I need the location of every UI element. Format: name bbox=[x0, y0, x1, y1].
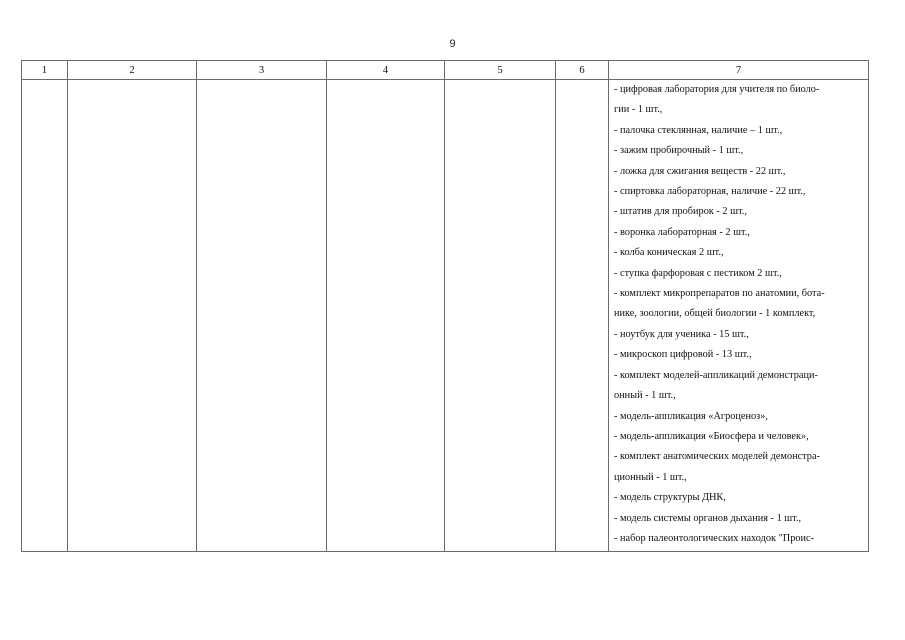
header-cell-2: 2 bbox=[68, 61, 197, 80]
header-cell-4: 4 bbox=[327, 61, 445, 80]
page-number: 9 bbox=[449, 38, 456, 50]
equipment-line: - ступка фарфоровая с пестиком 2 шт., bbox=[614, 267, 782, 279]
equipment-line: - воронка лабораторная - 2 шт., bbox=[614, 226, 750, 238]
equipment-line: - микроскоп цифровой - 13 шт., bbox=[614, 349, 752, 361]
equipment-line: - палочка стеклянная, наличие – 1 шт., bbox=[614, 124, 783, 136]
equipment-list bbox=[609, 80, 868, 549]
equipment-line: - ноутбук для ученика - 15 шт., bbox=[614, 328, 749, 340]
content-cell-2 bbox=[68, 80, 197, 552]
equipment-line: - комплект моделей-аппликаций демонстраци- bbox=[614, 369, 818, 381]
equipment-line: - ложка для сжигания веществ - 22 шт., bbox=[614, 165, 786, 177]
equipment-line: - набор палеонтологических находок "Проис- bbox=[614, 532, 815, 544]
equipment-line: - модель структуры ДНК, bbox=[614, 492, 726, 504]
content-cell-1 bbox=[22, 80, 68, 552]
header-cell-6: 6 bbox=[556, 61, 609, 80]
equipment-line: - комплект анатомических моделей демонстра- bbox=[614, 451, 820, 463]
content-row bbox=[22, 80, 869, 552]
equipment-table bbox=[21, 60, 869, 552]
equipment-line: гии - 1 шт., bbox=[614, 104, 663, 116]
equipment-line: ционный - 1 шт., bbox=[614, 471, 687, 483]
equipment-line: - модель-аппликация «Агроценоз», bbox=[614, 410, 768, 422]
content-cell-3 bbox=[197, 80, 327, 552]
equipment-line: - штатив для пробирок - 2 шт., bbox=[614, 206, 747, 218]
header-cell-5: 5 bbox=[445, 61, 556, 80]
header-row bbox=[22, 61, 869, 80]
header-cell-1: 1 bbox=[22, 61, 68, 80]
equipment-line: - спиртовка лабораторная, наличие - 22 шт., bbox=[614, 186, 806, 198]
header-cell-7: 7 bbox=[609, 61, 869, 80]
content-cell-7 bbox=[609, 80, 869, 552]
content-cell-4 bbox=[327, 80, 445, 552]
equipment-line: нике, зоологии, общей биологии - 1 комплект, bbox=[614, 308, 816, 320]
content-cell-5 bbox=[445, 80, 556, 552]
equipment-line: - цифровая лаборатория для учителя по биоло- bbox=[614, 84, 820, 95]
equipment-line: - колба коническая 2 шт., bbox=[614, 247, 724, 259]
equipment-line: - модель-аппликация «Биосфера и человек», bbox=[614, 430, 809, 442]
equipment-line: - комплект микропрепаратов по анатомии, бота- bbox=[614, 288, 825, 300]
header-cell-3: 3 bbox=[197, 61, 327, 80]
content-cell-6 bbox=[556, 80, 609, 552]
equipment-line: - зажим пробирочный - 1 шт., bbox=[614, 145, 744, 157]
equipment-line: - модель системы органов дыхания - 1 шт., bbox=[614, 512, 802, 524]
equipment-line: онный - 1 шт., bbox=[614, 390, 676, 402]
